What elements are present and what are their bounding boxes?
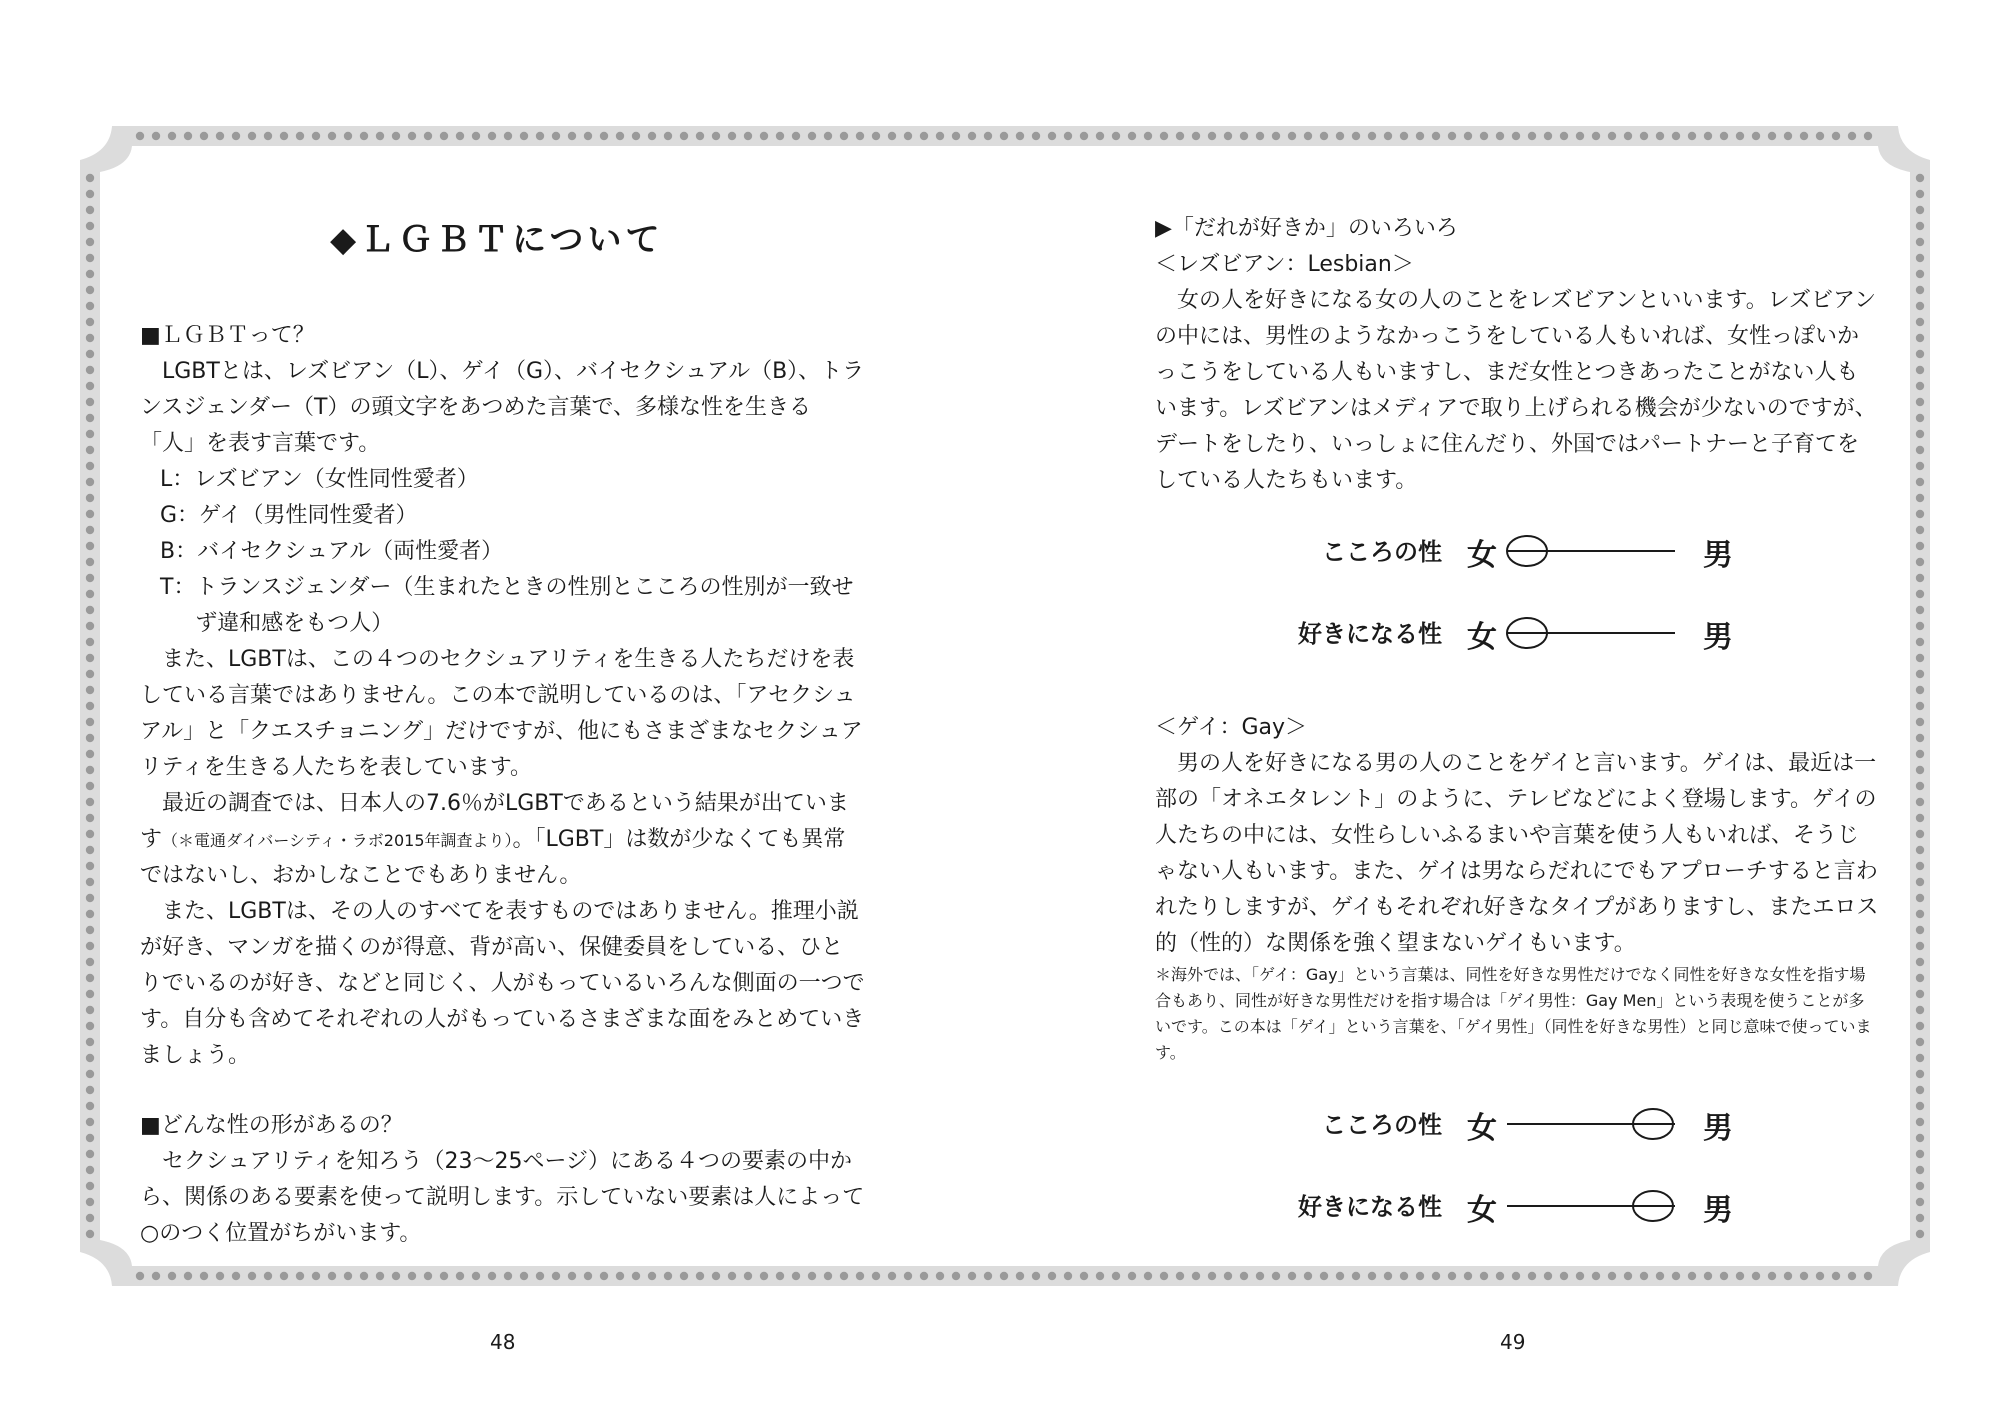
scale-male: 男 [1703,1111,1733,1146]
scale-line [1505,1189,1705,1223]
paragraph-3-text-b: 。「LGBT」は数が少なくても異常ではないし、おかしなことでもありません。 [140,827,846,888]
page-number-right: 49 [1500,1330,1526,1354]
scale-line [1505,616,1705,650]
definition-l: L：レズビアン（女性同性愛者） [160,467,479,492]
scale-male: 男 [1703,538,1733,573]
page-number-left: 48 [490,1330,516,1354]
scale-label: 好きになる性 [1298,1193,1442,1221]
right-column-bottom [1155,710,1880,1066]
scale-male: 男 [1703,620,1733,655]
definition-b: B：バイセクシュアル（両性愛者） [160,539,504,564]
survey-citation: （＊電通ダイバーシティ・ラボ2015年調査より） [162,831,513,850]
section-heading-forms: ■どんな性の形があるの？ [140,1113,403,1138]
paragraph-3-text-a: 最近の調査では、日本人の7.6％がLGBTであるという結果が出ています [140,791,849,852]
gay-paragraph: 男の人を好きになる男の人のことをゲイと言います。ゲイは、最近は一部の「オネエタレント」のように、テレビなどによく登場します。ゲイの人たちの中には、女性らしいふるまいや言葉を使う人もいれば、そうじゃない人もいます。また、ゲイは男ならだれにでもアプローチすると言われたりしますが、ゲイもそれぞれ好きなタイプがありますし、またエロス的（性的）な関係を強く望まないゲイもいます。 [1155,751,1879,956]
lesbian-subheading: ＜レズビアン：Lesbian＞ [1155,252,1414,277]
scale-row [1150,1103,1890,1146]
paragraph-2: また、LGBTは、この４つのセクシュアリティを生きる人たちだけを表している言葉ではありません。この本で説明しているのは、「アセクシュアル」と「クエスチョニング」だけですが、他にもさまざまなセクシュアリティを生きる人たちを表しています。 [140,647,863,780]
gay-note: ＊海外では、「ゲイ：Gay」という言葉は、同性を好きな男性だけでなく同性を好きな女性を指す場合もあり、同性が好きな男性だけを指す場合は「ゲイ男性：Gay Men」という表現を使うことが多いです。この本は「ゲイ」という言葉を、「ゲイ男性」（同性を好きな男性）と同じ意味で使っています。 [1155,965,1872,1062]
paragraph-3 [140,786,865,894]
paragraph-4: また、LGBTは、その人のすべてを表すものではありません。推理小説が好き、マンガを描くのが得意、背が高い、保健委員をしている、ひとりでいるのが好き、などと同じく、人がもっているいろんな側面の一つです。自分も含めてそれぞれの人がもっているさまざまな面をみとめていきましょう。 [140,899,865,1068]
section-heading-lgbt: ■ＬＧＢＴって？ [140,323,315,348]
scale-female: 女 [1467,1111,1497,1146]
forms-paragraph: セクシュアリティを知ろう（23～25ページ）にある４つの要素の中から、関係のある要素を使って説明します。示していない要素は人によって○のつく位置がちがいます。 [140,1149,865,1246]
definition-list [140,462,865,642]
scale-row [1150,530,1890,573]
scale-male: 男 [1703,1193,1733,1228]
scale-female: 女 [1467,538,1497,573]
gay-subheading: ＜ゲイ：Gay＞ [1155,715,1308,740]
definition-t: T：トランスジェンダー（生まれたときの性別とこころの性別が一致せず違和感をもつ人） [160,575,854,636]
scale-label: 好きになる性 [1298,620,1442,648]
scale-female: 女 [1467,620,1497,655]
scale-line [1505,534,1705,568]
scale-label: こころの性 [1322,1111,1442,1139]
page-title: ◆ＬＧＢＴについて [330,220,664,260]
gay-scale-group [1150,1103,1890,1323]
left-column [140,318,865,1252]
scale-row [1150,1185,1890,1228]
scale-row [1150,612,1890,655]
scale-label: こころの性 [1322,538,1442,566]
scale-female: 女 [1467,1193,1497,1228]
scale-line [1505,1107,1705,1141]
lesbian-paragraph: 女の人を好きになる女の人のことをレズビアンといいます。レズビアンの中には、男性のようなかっこうをしている人もいれば、女性っぽいかっこうをしている人もいますし、まだ女性とつきあったことがない人もいます。レズビアンはメディアで取り上げられる機会が少ないのですが、デートをしたり、いっしょに住んだり、外国ではパートナーと子育てをしている人たちもいます。 [1155,288,1877,493]
right-column-top [1155,211,1880,499]
definition-g: G：ゲイ（男性同性愛者） [160,503,418,528]
intro-paragraph: LGBTとは、レズビアン（L）、ゲイ（G）、バイセクシュアル（B）、トランスジェンダー（T）の頭文字をあつめた言葉で、多様な性を生きる「人」を表す言葉です。 [140,359,865,456]
right-heading: ▶「だれが好きか」のいろいろ [1155,216,1458,241]
